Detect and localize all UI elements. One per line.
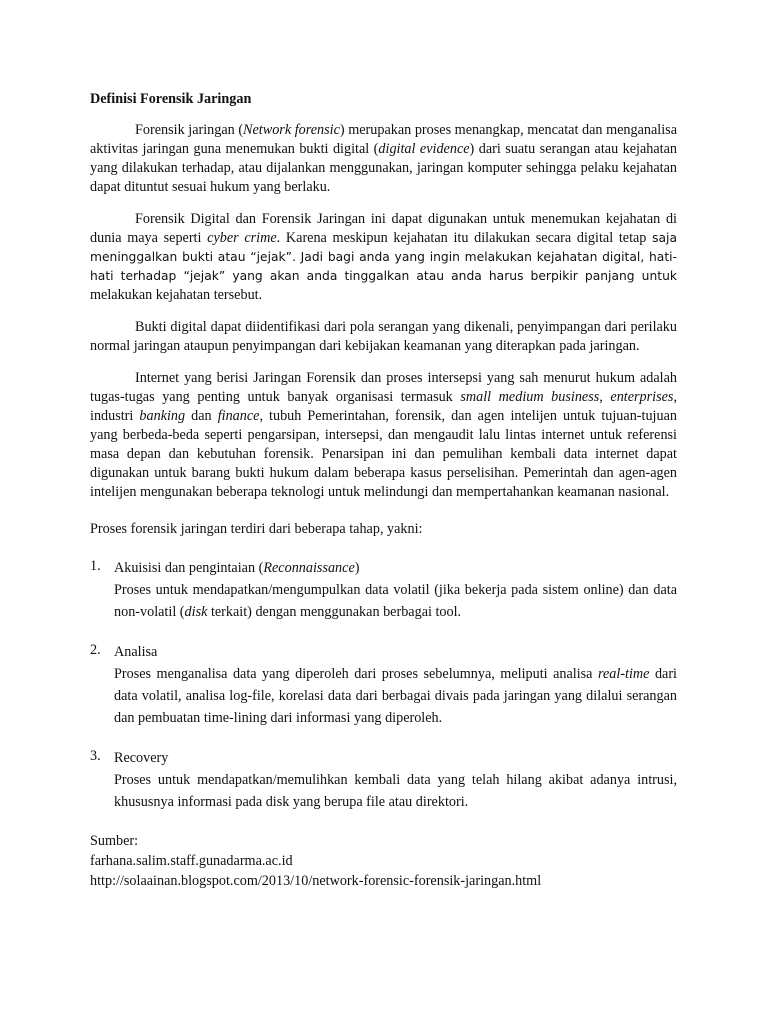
step1-body-disk: disk	[184, 604, 208, 620]
step-item-1	[90, 557, 677, 623]
p1-text-c: ) merupakan proses menangkap, mencatat dan menganalisa aktivitas jaringan guna menemukan bukti digital (	[90, 122, 677, 157]
p4-text-c: ,	[599, 389, 611, 405]
step2-body-c: dari data volatil, analisa log-file, korelasi data dari berbagai divais pada jaringan yang dilalui serangan dan pembuatan time-lining dari informasi yang diperoleh.	[114, 666, 678, 726]
paragraph-3: Bukti digital dapat diidentifikasi dari pola serangan yang dikenali, penyimpangan dari perilaku normal jaringan ataupun penyimpangan dari kebijakan keamanan yang diterapkan pada jaringan.	[90, 319, 677, 354]
step-body	[114, 579, 677, 623]
p4-text-g: dan	[185, 408, 218, 424]
step2-body-real-time: real-time	[597, 666, 650, 682]
p1-term-network-forensic: Network forensic	[243, 122, 340, 138]
steps-list	[90, 557, 677, 813]
p4-term-banking: banking	[139, 408, 186, 424]
step1-body-c: terkait) dengan menggunakan berbagai tool.	[207, 604, 462, 620]
p2-text-sans: saja meninggalkan bukti atau “jejak”. Jadi bagi anda yang ingin melakukan kejahatan digital, hati-hati terhadap “jejak” yang akan anda tinggalkan atau anda harus berpikir panjang untuk	[90, 231, 677, 283]
source-link-1: farhana.salim.staff.gunadarma.ac.id	[90, 853, 293, 869]
p4-term-finance: finance	[217, 408, 260, 424]
p2-text-c: . Karena meskipun kejahatan itu dilakukan secara digital tetap	[276, 230, 653, 246]
step-heading: Analisa	[114, 644, 158, 660]
step-heading	[114, 557, 677, 579]
paragraph-1	[90, 121, 677, 197]
step-item-3	[90, 747, 677, 813]
step2-body-a: Proses menganalisa data yang diperoleh dari proses sebelumnya, meliputi analisa	[114, 666, 598, 682]
step1-head-reconnaissance: Reconnaissance	[263, 560, 355, 576]
step-body: Proses untuk mendapatkan/memulihkan kembali data yang telah hilang akibat adanya intrusi, khususnya informasi pada disk yang berupa file atau direktori.	[114, 772, 677, 810]
p1-text-a: Forensik jaringan (	[135, 122, 244, 138]
paragraph-4	[90, 369, 677, 502]
step-heading: Recovery	[114, 750, 169, 766]
p4-text-i: , tubuh Pemerintahan, forensik, dan agen intelijen untuk tujuan-tujuan yang berbeda-beda seperti pengarsipan, intersepsi, dan mengaudit lalu lintas internet untuk referensi masa depan dan kebutuhan forensik. Penarsipan ini dan pemulihan kembali data internet dapat digunakan untuk barang bukti hukum dalam beberapa kasus perselisihan. Pemerintah dan agen-agen intelijen mengunakan beberapa teknologi untuk melindungi dan mempertahankan keamanan nasional.	[90, 408, 677, 500]
step-number: 1.	[90, 558, 101, 574]
step1-head-a: Akuisisi dan pengintaian (	[114, 560, 264, 576]
p4-text-e: , industri	[90, 389, 677, 424]
steps-intro: Proses forensik jaringan terdiri dari beberapa tahap, yakni:	[90, 521, 423, 537]
p2-text-a: Forensik Digital dan Forensik Jaringan ini dapat digunakan untuk menemukan kejahatan di dunia maya seperti	[90, 211, 677, 246]
p1-term-digital-evidence: digital evidence	[378, 141, 470, 157]
paragraph-2	[90, 210, 677, 305]
step-item-2	[90, 641, 677, 729]
p4-term-small-medium-business: small medium business	[460, 389, 600, 405]
step1-head-c: )	[354, 560, 360, 576]
source-link-2: http://solaainan.blogspot.com/2013/10/network-forensic-forensik-jaringan.html	[90, 873, 542, 889]
document-title: Definisi Forensik Jaringan	[90, 91, 252, 107]
p4-text-a: Internet yang berisi Jaringan Forensik dan proses intersepsi yang sah menurut hukum adalah tugas-tugas yang penting untuk banyak organisasi termasuk	[90, 370, 677, 405]
p1-text-e: ) dari suatu serangan atau kejahatan yang dilakukan terhadap, atau dijalankan menggunakan, jaringan komputer sehingga pelaku kejahatan dapat dituntut sesuai hukum yang berlaku.	[90, 141, 677, 195]
p4-term-enterprises: enterprises	[610, 389, 674, 405]
sources-section	[90, 831, 677, 891]
p2-term-cyber-crime: cyber crime	[207, 230, 277, 246]
p2-text-e: melakukan kejahatan tersebut.	[90, 287, 263, 303]
sources-label: Sumber:	[90, 833, 139, 849]
step-number: 3.	[90, 748, 101, 764]
document-body	[90, 90, 677, 891]
step-number: 2.	[90, 642, 101, 658]
step-body	[114, 663, 677, 729]
step1-body-a: Proses untuk mendapatkan/mengumpulkan data volatil (jika bekerja pada sistem online) dan data non-volatil (	[114, 582, 677, 620]
